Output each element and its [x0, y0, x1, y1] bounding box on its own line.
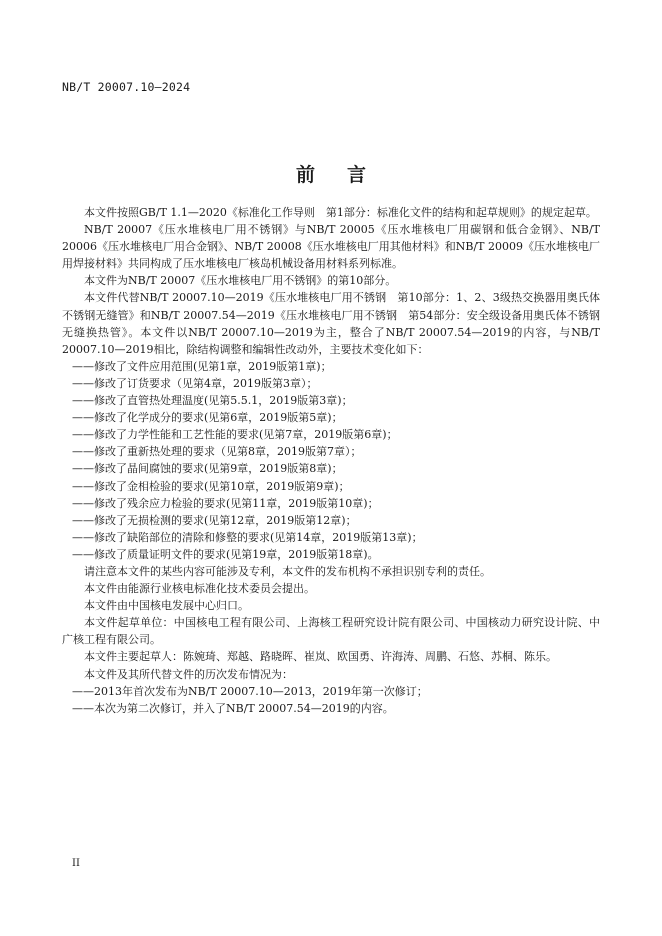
paragraph: 本文件按照GB/T 1.1—2020《标准化工作导则 第1部分：标准化文件的结构和起草规则》的规定起草。: [84, 206, 597, 219]
list-item: ——2013年首次发布为NB/T 20007.10—2013，2019年第一次修订；: [72, 684, 428, 698]
list-item: ——本次为第二次修订，并入了NB/T 20007.54—2019的内容。: [72, 701, 394, 715]
paragraph: 本文件主要起草人：陈婉琦、郑越、路晓晖、崔岚、欧国勇、许海涛、周鹏、石悠、苏桐、陈乐。: [84, 650, 557, 664]
paragraph: NB/T 20007《压水堆核电厂用不锈钢》与NB/T 20005《压水堆核电厂用碳钢和低合金钢》、NB/T 20006《压水堆核电厂用合金钢》、NB/T 20008《压水堆核电厂用其他材料》和NB/T 20009《压水堆核电厂用焊接材料》共同构成了压水堆核电厂核岛机械设备用材料系列标准。: [62, 223, 600, 271]
foreword-body: [62, 204, 600, 717]
list-item: ——修改了力学性能和工艺性能的要求(见第7章，2019版第6章)；: [72, 428, 398, 442]
paragraph: 本文件由能源行业核电标准化技术委员会提出。: [84, 582, 315, 596]
list-item: ——修改了重新热处理的要求（见第8章，2019版第7章）；: [72, 445, 362, 459]
list-item: ——修改了文件应用范围(见第1章，2019版第1章)；: [72, 359, 332, 373]
list-item: ——修改了化学成分的要求(见第6章，2019版第5章)；: [72, 411, 343, 425]
paragraph: 本文件及其所代替文件的历次发布情况为：: [84, 667, 293, 681]
list-item: ——修改了晶间腐蚀的要求(见第9章，2019版第8章)；: [72, 462, 343, 476]
paragraph: 本文件起草单位：中国核电工程有限公司、上海核工程研究设计院有限公司、中国核动力研究设计院、中广核工程有限公司。: [62, 616, 600, 647]
list-item: ——修改了无损检测的要求(见第12章，2019版第12章)；: [72, 513, 357, 527]
paragraph: 请注意本文件的某些内容可能涉及专利，本文件的发布机构不承担识别专利的责任。: [84, 564, 491, 578]
list-item: ——修改了残余应力检验的要求(见第11章，2019版第10章)；: [72, 496, 379, 510]
list-item: ——修改了订货要求（见第4章，2019版第3章）；: [72, 376, 318, 390]
paragraph: 本文件为NB/T 20007《压水堆核电厂用不锈钢》的第10部分。: [84, 274, 397, 288]
list-item: ——修改了金相检验的要求(见第10章，2019版第9章)；: [72, 479, 350, 493]
paragraph: 本文件由中国核电发展中心归口。: [84, 599, 249, 613]
document-code: NB/T 20007.10—2024: [62, 80, 191, 94]
page-title: 前言: [295, 164, 398, 186]
list-item: ——修改了缺陷部位的清除和修整的要求(见第14章，2019版第13章)；: [72, 530, 423, 544]
list-item: ——修改了直管热处理温度(见第5.5.1，2019版第3章)；: [72, 394, 353, 408]
page-number: II: [72, 858, 80, 869]
list-item: ——修改了质量证明文件的要求(见第19章，2019版第18章)。: [72, 547, 379, 561]
paragraph: 本文件代替NB/T 20007.10—2019《压水堆核电厂用不锈钢 第10部分：1、2、3级热交换器用奥氏体不锈钢无缝管》和NB/T 20007.54—2019《压水堆核电厂用不锈钢 第54部分：安全级设备用奥氏体不锈钢无缝换热管》。本文件以NB/T 20007.10—2019为主，整合了NB/T 20007.54—2019的内容，与NB/T 20007.10—2019相比，除结构调整和编辑性改动外，主要技术变化如下：: [62, 291, 600, 356]
